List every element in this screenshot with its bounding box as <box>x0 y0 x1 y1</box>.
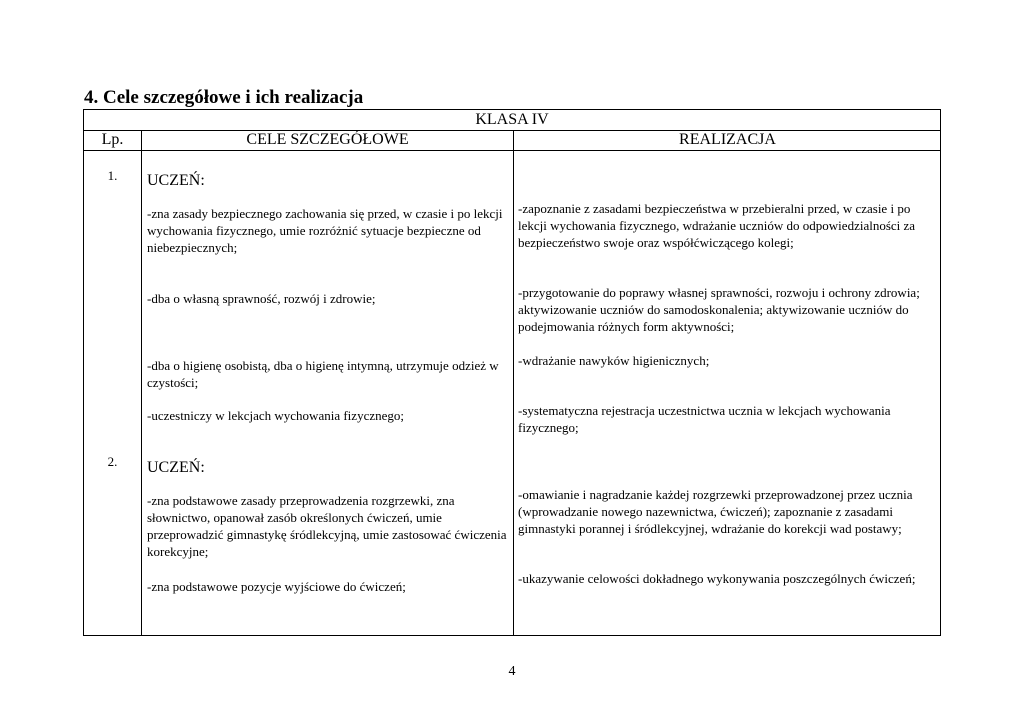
group-1-goal-1: -zna zasady bezpiecznego zachowania się przed, w czasie i po lekcji wychowania fizycznego, umie rozróżnić sytuacje bezpieczne od niebezpiecznych; <box>147 206 503 255</box>
header-goals: CELE SZCZEGÓŁOWE <box>246 131 409 148</box>
table-header-row <box>84 130 940 151</box>
group-1-goal-3: -dba o higienę osobistą, dba o higienę intymną, utrzymuje odzież w czystości; <box>147 358 499 390</box>
column-divider-2 <box>513 130 514 635</box>
group-1-realization-2: -przygotowanie do poprawy własnej sprawności, rozwoju i ochrony zdrowia; aktywizowanie uczniów do samodoskonalenia; aktywizowanie uczniów do podejmowania różnych form aktywności; <box>518 285 920 334</box>
group-1-goal-4: -uczestniczy w lekcjach wychowania fizycznego; <box>147 408 404 423</box>
group-2-goal-1: -zna podstawowe zasady przeprowadzenia rozgrzewki, zna słownictwo, opanował zasób określonych ćwiczeń, umie przeprowadzić gimnastykę śródlekcyjną, umie zastosować ćwiczenia korekcyjne; <box>147 493 507 559</box>
header-realization: REALIZACJA <box>679 131 776 148</box>
page-number: 4 <box>508 664 516 679</box>
group-1-realization-4: -systematyczna rejestracja uczestnictwa ucznia w lekcjach wychowania fizycznego; <box>518 403 891 435</box>
group-1-goal-2: -dba o własną sprawność, rozwój i zdrowie; <box>147 291 376 306</box>
section-title: 4. Cele szczegółowe i ich realizacja <box>84 87 364 108</box>
group-1-number: 1. <box>107 168 118 183</box>
goals-table <box>83 109 941 636</box>
group-1-student-label: UCZEŃ: <box>147 172 205 189</box>
group-1-realization-1: -zapoznanie z zasadami bezpieczeństwa w przebieralni przed, w czasie i po lekcji wychowania fizycznego, wdrażanie uczniów do odpowiedzialności za bezpieczeństwo swoje oraz współćwiczącego kolegi; <box>518 201 916 250</box>
group-2-realization-1: -omawianie i nagradzanie każdej rozgrzewki przeprowadzonej przez ucznia (wprowadzanie nowego nazewnictwa, ćwiczeń); zapoznanie z zasadami gimnastyki porannej i śródlekcyjnej, wdrażanie do korekcji wad postawy; <box>518 487 913 536</box>
header-lp: Lp. <box>101 131 124 148</box>
column-divider-1 <box>141 130 142 635</box>
group-2-realization-2: -ukazywanie celowości dokładnego wykonywania poszczególnych ćwiczeń; <box>518 571 916 586</box>
class-label: KLASA IV <box>84 110 940 131</box>
group-2-goal-2: -zna podstawowe pozycje wyjściowe do ćwiczeń; <box>147 579 406 594</box>
group-2-number: 2. <box>107 454 118 469</box>
group-1-realization-3: -wdrażanie nawyków higienicznych; <box>518 353 710 368</box>
group-2-student-label: UCZEŃ: <box>147 459 205 476</box>
